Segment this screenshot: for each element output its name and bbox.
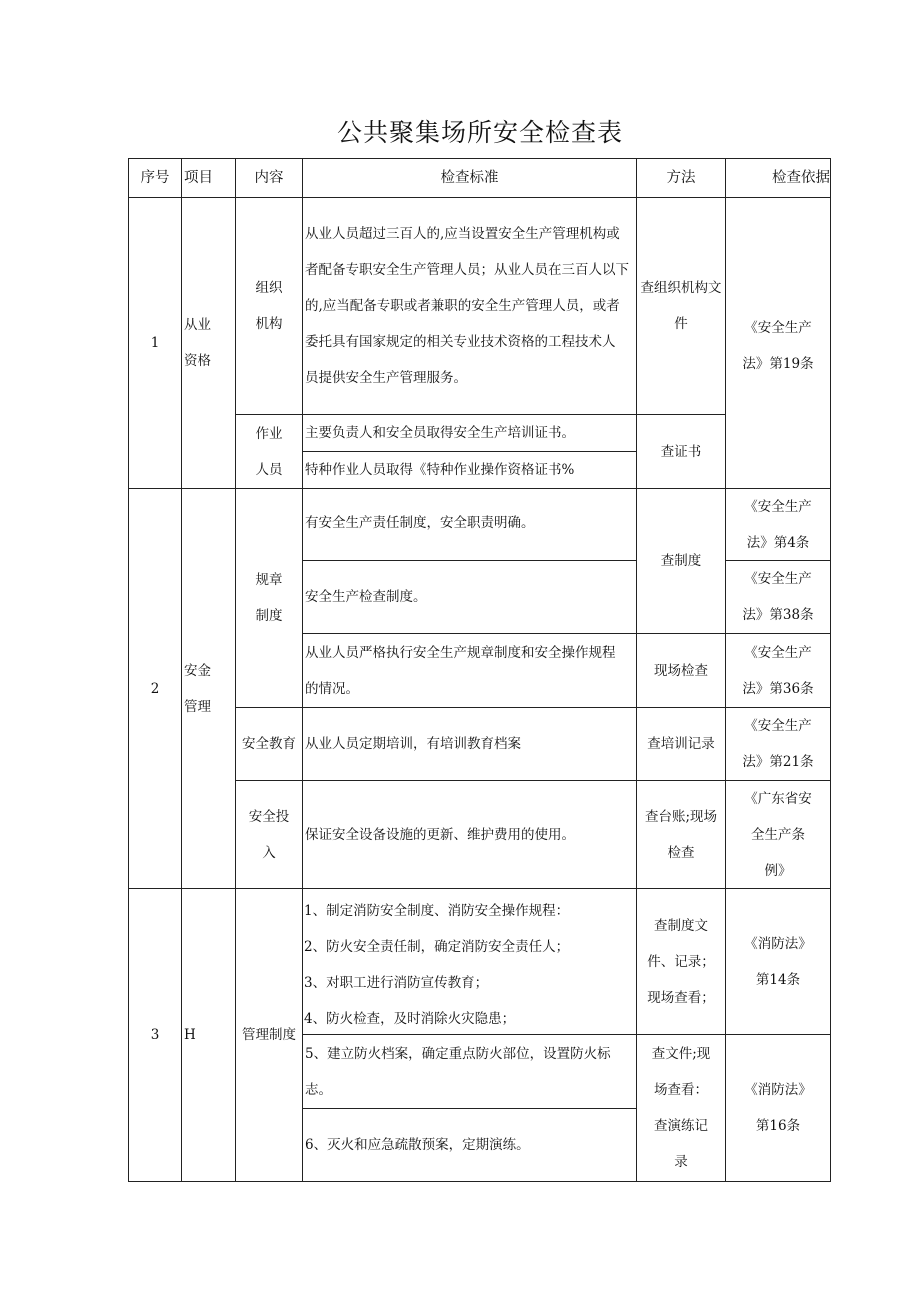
list-item: 3、对职工进行消防宣传教育； [304, 975, 489, 991]
header-standard: 检查标准 [302, 158, 637, 198]
section-3-method-block-1: 查制度文 件、记录； 现场查看； [636, 888, 726, 1035]
section-1-content-org: 组织 机构 [235, 197, 303, 415]
header-content: 内容 [235, 158, 303, 198]
section-2-content-education: 安全教育 [235, 707, 303, 781]
section-3-seq: 3 [128, 888, 182, 1182]
section-2-standard-rules-2: 安全生产检查制度。 [302, 560, 637, 634]
section-3-content: 管理制度 [235, 888, 303, 1182]
section-1-standard-org: 从业人员超过三百人的,应当设置安全生产管理机构或 者配备专职安全生产管理人员；从业人员在三百人以下 的,应当配备专职或者兼职的安全生产管理人员，或者 委托具有国家规定的相关专业技术资格的工程技术人 员提供安全生产管理服务。 [302, 197, 637, 415]
section-2-standard-rules-3: 从业人员严格执行安全生产规章制度和安全操作规程 的情况。 [302, 633, 637, 708]
list-item: 2、防火安全责任制，确定消防安全责任人； [304, 939, 570, 955]
section-2-method-rules-3: 现场检查 [636, 633, 726, 708]
section-3-basis-block-2: 《消防法》 第16条 [725, 1034, 831, 1182]
section-1-seq: 1 [128, 197, 182, 489]
section-1-content-staff: 作业 人员 [235, 414, 303, 489]
section-2-standard-investment: 保证安全设备设施的更新、维护费用的使用。 [302, 780, 637, 889]
section-3-method-block-2: 查文件;现 场查看： 查演练记 录 [636, 1034, 726, 1182]
list-item: 1、制定消防安全制度、消防安全操作规程： [304, 903, 570, 919]
section-3-standard-item-5: 5、建立防火档案，确定重点防火部位，设置防火标 志。 [302, 1034, 637, 1109]
section-2-seq: 2 [128, 488, 182, 889]
section-2-standard-education: 从业人员定期培训，有培训教育档案 [302, 707, 637, 781]
section-3-standard-block-1 [302, 888, 637, 1035]
section-3-basis-block-1: 《消防法》 第14条 [725, 888, 831, 1035]
section-2-method-investment: 查台账;现场 检查 [636, 780, 726, 889]
section-2-content-rules: 规章 制度 [235, 488, 303, 708]
section-2-content-investment: 安全投 入 [235, 780, 303, 889]
section-2-basis-rules-3: 《安全生产 法》第36条 [725, 633, 831, 708]
section-2-basis-investment: 《广东省安 全生产条 例》 [725, 780, 831, 889]
section-1-method-staff: 查证书 [636, 414, 726, 489]
list-item: 4、防火检查，及时消除火灾隐患； [304, 1011, 516, 1027]
section-2-method-rules: 查制度 [636, 488, 726, 634]
header-item: 项目 [181, 158, 236, 198]
header-seq: 序号 [128, 158, 182, 198]
section-1-basis: 《安全生产 法》第19条 [725, 197, 831, 489]
section-2-basis-rules-1: 《安全生产 法》第4条 [725, 488, 831, 561]
page-title: 公共聚集场所安全检查表 [336, 118, 623, 147]
section-2-basis-education: 《安全生产 法》第21条 [725, 707, 831, 781]
section-1-method-org: 查组织机构文 件 [636, 197, 726, 415]
section-2-standard-rules-1: 有安全生产责任制度，安全职责明确。 [302, 488, 637, 561]
header-basis: 检查依据 [725, 158, 831, 198]
section-1-standard-staff-1: 主要负责人和安全员取得安全生产培训证书。 [302, 414, 637, 452]
section-2-basis-rules-2: 《安全生产 法》第38条 [725, 560, 831, 634]
section-2-item: 安金 管理 [181, 488, 236, 889]
header-method: 方法 [636, 158, 726, 198]
section-2-method-education: 查培训记录 [636, 707, 726, 781]
section-1-item: 从业 资格 [181, 197, 236, 489]
section-1-standard-staff-2: 特种作业人员取得《特种作业操作资格证书% [302, 451, 637, 489]
section-3-item: H [181, 888, 236, 1182]
section-3-standard-item-6: 6、灭火和应急疏散预案，定期演练。 [302, 1108, 637, 1182]
